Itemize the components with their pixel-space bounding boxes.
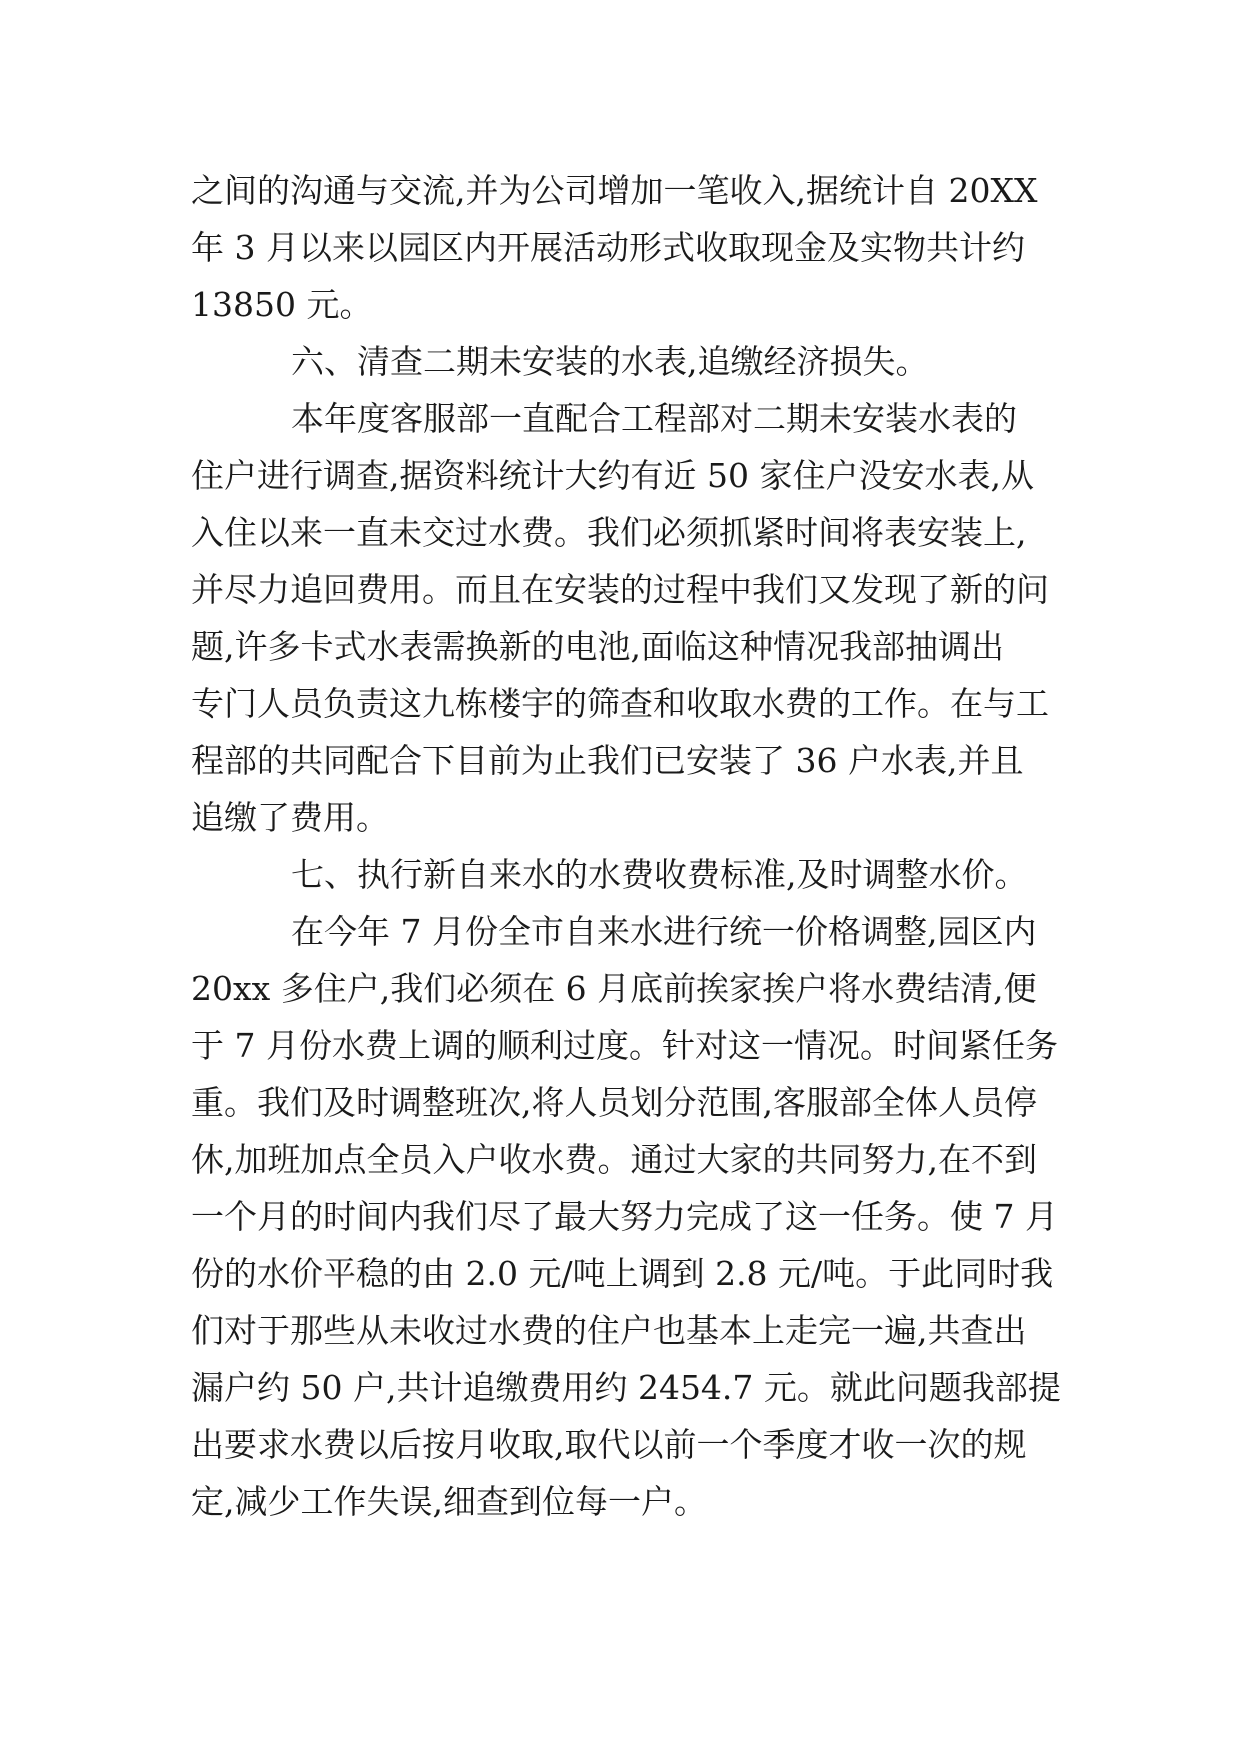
- paragraph-line: 住户进行调查,据资料统计大约有近 50 家住户没安水表,从: [191, 456, 1034, 495]
- paragraph-line: 出要求水费以后按月收取,取代以前一个季度才收一次的规: [191, 1425, 1027, 1464]
- paragraph-line: 13850 元。: [191, 285, 373, 324]
- paragraph-line: 休,加班加点全员入户收水费。通过大家的共同努力,在不到: [191, 1140, 1037, 1179]
- section-heading-7: 七、执行新自来水的水费收费标准,及时调整水价。: [291, 855, 1028, 894]
- paragraph-line: 在今年 7 月份全市自来水进行统一价格调整,园区内: [291, 912, 1037, 951]
- paragraph-line: 专门人员负责这九栋楼宇的筛查和收取水费的工作。在与工: [191, 684, 1049, 723]
- paragraph-line: 重。我们及时调整班次,将人员划分范围,客服部全体人员停: [191, 1083, 1037, 1122]
- paragraph-line: 并尽力追回费用。而且在安装的过程中我们又发现了新的问: [191, 570, 1049, 609]
- paragraph-line: 们对于那些从未收过水费的住户也基本上走完一遍,共查出: [191, 1311, 1027, 1350]
- paragraph-line: 程部的共同配合下目前为止我们已安装了 36 户水表,并且: [191, 741, 1024, 780]
- paragraph-line: 于 7 月份水费上调的顺利过度。针对这一情况。时间紧任务: [191, 1026, 1058, 1065]
- paragraph-line: 年 3 月以来以园区内开展活动形式收取现金及实物共计约: [191, 228, 1025, 267]
- paragraph-line: 份的水价平稳的由 2.0 元/吨上调到 2.8 元/吨。于此同时我: [191, 1254, 1054, 1293]
- paragraph-line: 漏户约 50 户,共计追缴费用约 2454.7 元。就此问题我部提: [191, 1368, 1061, 1407]
- paragraph-line: 20xx 多住户,我们必须在 6 月底前挨家挨户将水费结清,便: [191, 969, 1037, 1008]
- paragraph-line: 定,减少工作失误,细查到位每一户。: [191, 1482, 707, 1521]
- paragraph-line: 题,许多卡式水表需换新的电池,面临这种情况我部抽调出: [191, 627, 1004, 666]
- section-heading-6: 六、清查二期未安装的水表,追缴经济损失。: [291, 342, 929, 381]
- paragraph-line: 本年度客服部一直配合工程部对二期未安装水表的: [291, 399, 1017, 438]
- paragraph-line: 之间的沟通与交流,并为公司增加一笔收入,据统计自 20XX: [191, 171, 1038, 210]
- paragraph-line: 入住以来一直未交过水费。我们必须抓紧时间将表安装上,: [191, 513, 1027, 552]
- paragraph-line: 追缴了费用。: [191, 798, 389, 837]
- paragraph-line: 一个月的时间内我们尽了最大努力完成了这一任务。使 7 月: [191, 1197, 1058, 1236]
